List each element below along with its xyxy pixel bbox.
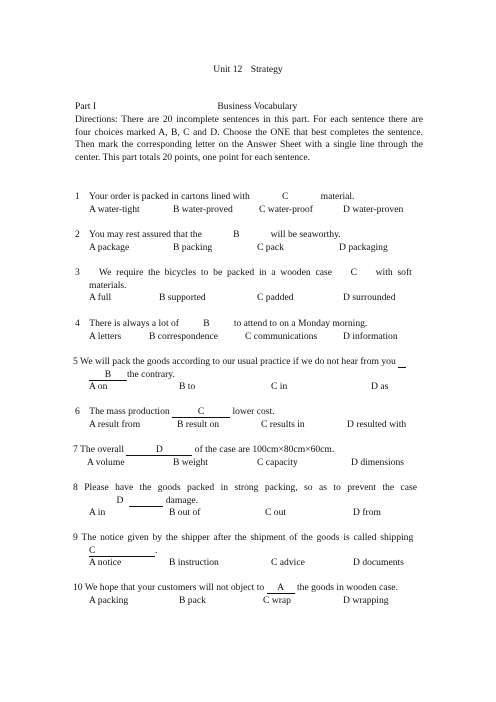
option-a: A full [89,292,112,304]
option-d: D documents [353,557,404,569]
option-c: C padded [257,292,294,304]
option-a: A volume [87,456,125,468]
option-b: B result on [177,418,220,430]
option-c: C out [265,507,287,519]
question-10 [73,582,423,608]
answer-blank: B [89,369,127,381]
option-c: C pack [257,241,284,253]
question-stem-post: . [155,544,158,556]
option-b: B water-proved [173,203,233,215]
unit-title [0,64,496,77]
options-row [75,419,425,432]
option-a: A in [89,507,106,519]
question-stem-pre: We hope that your customers will not object to [84,582,265,593]
question-number: 6 [75,406,80,417]
question-stem-post: with soft [375,267,412,278]
option-d: D from [353,507,381,519]
options-row [75,204,425,217]
question-number: 10 [73,582,83,593]
directions-text: Directions: There are 20 incomplete sentences in this part. For each sentence there are four choices marked A, B, C and D. Choose the ONE that best completes the sentence. Then mark the corresponding letter on the Answer Sheet with a single line through the center. This part totals 20 points, one point for each sentence. [75,114,423,163]
option-b: B supported [159,292,206,304]
answer-blank: B [203,318,210,329]
option-d: D information [343,330,398,342]
question-stem-post: material. [320,191,355,202]
answer-blank: D [116,494,124,506]
option-b: B correspondence [149,330,218,342]
options-row [75,331,425,344]
question-7 [73,444,423,470]
unit-label: Unit 12 [213,64,243,75]
question-8 [73,482,423,520]
option-b: B packing [173,241,213,253]
option-b: B to [179,381,196,393]
question-stem-pre: We will pack the goods according to our usual practice if we do not hear from you [80,356,396,367]
question-stem-post: will be seaworthy. [270,229,341,240]
option-d: D water-proven [343,203,404,215]
question-stem-pre: There is always a lot of [89,318,179,329]
option-d: D surrounded [343,292,396,304]
option-b: B instruction [169,557,219,569]
option-a: A letters [89,330,122,342]
option-c: C in [271,381,288,393]
part-label: Part I [75,101,97,112]
option-c: C results in [261,418,305,430]
question-9 [73,532,423,570]
option-c: C advice [271,557,305,569]
part-name: Business Vocabulary [217,101,298,112]
question-stem-post: the contrary. [127,368,175,380]
question-stem-pre: The overall [80,444,124,455]
option-c: C capacity [257,456,298,468]
options-row [73,507,423,520]
option-d: D packaging [339,241,388,253]
answer-blank: D [126,444,192,456]
option-a: A packing [89,594,129,606]
option-a: A package [89,241,130,253]
question-number: 2 [75,229,80,240]
question-6 [75,406,425,432]
question-3 [75,267,425,305]
option-a: A on [89,381,108,393]
question-stem-post: lower cost. [232,406,275,417]
question-number: 8 [73,482,78,493]
answer-blank: C [282,191,289,202]
option-a: A notice [89,557,122,569]
option-c: C wrap [263,594,291,606]
question-stem-continuation: materials. [89,279,127,291]
option-b: B weight [173,456,208,468]
question-number: 4 [75,318,80,329]
question-stem-pre: Please have the goods packed in strong packing, so as to prevent the case [84,482,418,493]
option-d: D resulted with [347,418,407,430]
question-number: 9 [73,532,78,543]
answer-blank: A [267,582,295,594]
question-number: 7 [73,444,78,455]
options-row [75,292,425,305]
question-stem-post: of the case are 100cm×80cm×60cm. [194,444,335,455]
answer-blank: C [89,545,155,557]
question-stem-pre: Your order is packed in cartons lined with [89,191,250,202]
question-5 [73,356,423,394]
option-c: C water-proof [259,203,313,215]
option-a: A result from [89,418,141,430]
answer-blank: C [172,406,230,418]
options-row [73,381,423,394]
question-stem-pre: We require the bicycles to be packed in a wooden case [98,267,332,278]
question-1 [75,191,425,217]
question-stem-pre: The mass production [89,406,170,417]
option-b: B out of [169,507,201,519]
options-row [73,595,423,608]
unit-topic: Strategy [250,64,283,75]
question-2 [75,229,425,255]
option-a: A water-tight [89,203,140,215]
question-4 [75,318,425,344]
answer-blank: C [350,267,357,278]
question-stem-post: the goods in wooden case. [296,582,398,593]
options-row [73,557,423,570]
question-number: 1 [75,191,80,202]
question-number: 5 [73,356,78,367]
question-stem-post: to attend to on a Monday morning. [233,318,368,329]
option-d: D as [371,381,389,393]
option-d: D dimensions [351,456,405,468]
answer-blank: B [233,229,240,240]
question-stem-pre: The notice given by the shipper after the shipment of the goods is called shipping [81,532,414,543]
option-b: B pack [179,594,206,606]
question-number: 3 [75,267,80,278]
part-heading [75,101,435,114]
option-c: C communications [245,330,318,342]
question-stem-post: damage. [165,494,199,506]
options-row [75,242,425,255]
options-row [73,457,423,470]
question-stem-pre: You may rest assured that the [89,229,202,240]
option-d: D wrapping [343,594,389,606]
